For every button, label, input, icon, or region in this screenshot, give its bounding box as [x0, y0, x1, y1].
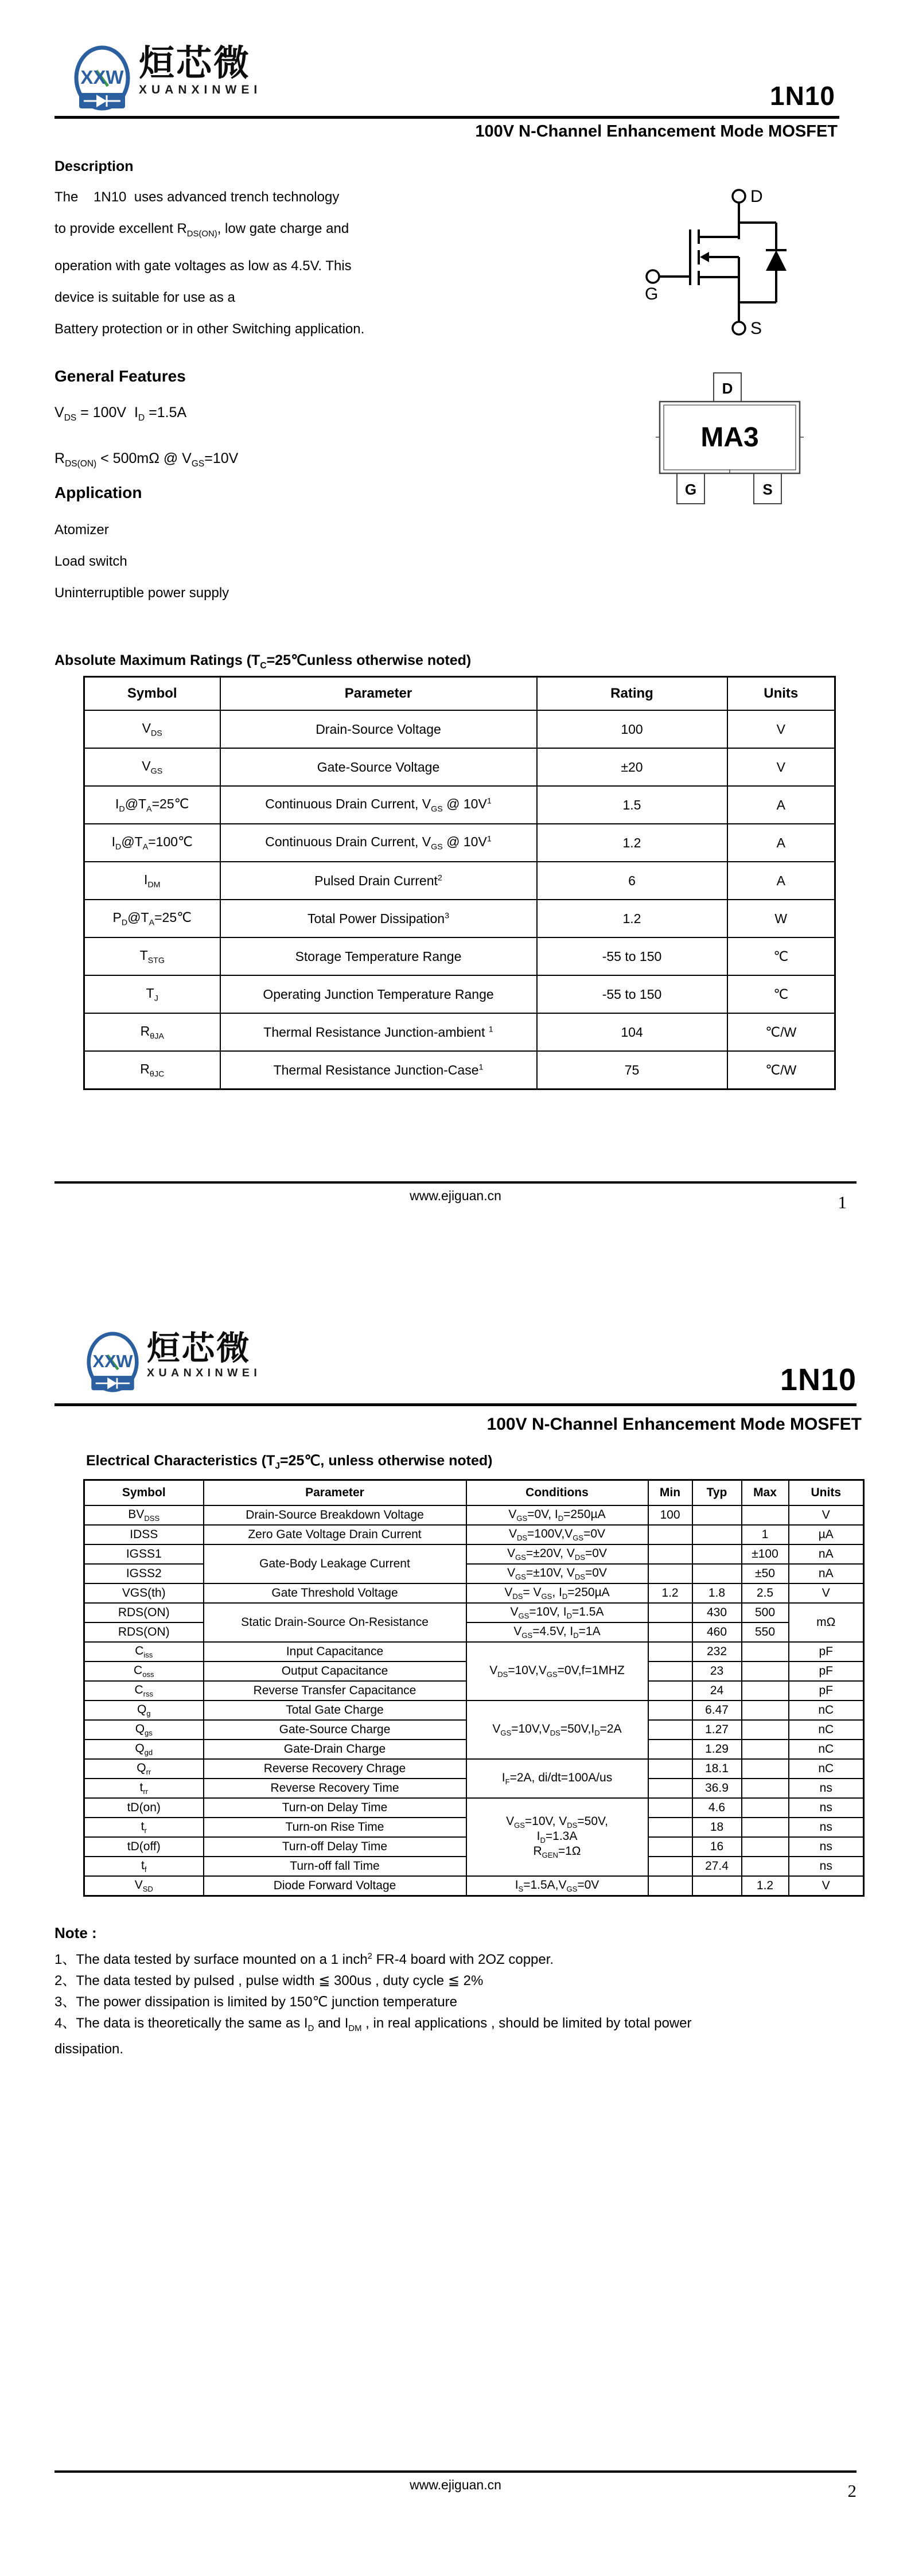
table-cell: $V_{SD}$: [84, 1876, 204, 1896]
logo-mark-text: XXW: [92, 1351, 133, 1372]
table-cell: 1: [742, 1525, 789, 1544]
feature-line: $V_{DS} = 100V$ $I_D =1.5A$: [54, 404, 187, 423]
description-line: to provide excellent $R_{DS(ON)}$, low gate charge and: [54, 221, 349, 239]
description-paragraph: [54, 181, 433, 345]
table-cell: [742, 1505, 789, 1525]
table-cell: $I_F=2A$, di/dt=100A/us: [466, 1759, 648, 1798]
table-cell: mΩ: [789, 1603, 864, 1642]
table-cell: RDS(ON): [84, 1603, 204, 1622]
table-cell: A: [727, 786, 835, 824]
table-cell: 100: [648, 1505, 692, 1525]
table-cell: ℃/W: [727, 1013, 835, 1051]
brand-logo: [86, 1331, 261, 1396]
part-number: 1N10: [780, 1363, 857, 1397]
table-cell: nA: [789, 1544, 864, 1564]
table-cell: [742, 1720, 789, 1740]
table-row: [84, 1603, 864, 1622]
table-cell: [742, 1701, 789, 1720]
column-header: Rating: [537, 677, 727, 711]
table-cell: $Q_g$: [84, 1701, 204, 1720]
table-cell: Gate-Source Voltage: [220, 748, 537, 786]
table-cell: $Q_{gs}$: [84, 1720, 204, 1740]
description-line: Battery protection or in other Switching application.: [54, 321, 365, 337]
table-cell: pF: [789, 1681, 864, 1701]
table-cell: 4.6: [692, 1798, 742, 1818]
brand-logo: [73, 45, 262, 115]
table-cell: 6: [537, 862, 727, 900]
mosfet-arrow: [700, 252, 709, 262]
table-cell: Diode Forward Voltage: [204, 1876, 466, 1896]
table-cell: Turn-off Delay Time: [204, 1837, 466, 1857]
table-cell: Turn-off fall Time: [204, 1857, 466, 1876]
mosfet-symbol: [636, 185, 831, 340]
table-cell: Drain-Source Breakdown Voltage: [204, 1505, 466, 1525]
table-cell: $I_S=1.5A,V_{GS}=0V$: [466, 1876, 648, 1896]
pin-label-drain: D: [750, 187, 763, 206]
table-cell: ±100: [742, 1544, 789, 1564]
table-cell: [692, 1544, 742, 1564]
table-cell: [692, 1505, 742, 1525]
table-cell: Static Drain-Source On-Resistance: [204, 1603, 466, 1642]
page-subtitle: 100V N-Channel Enhancement Mode MOSFET: [486, 1415, 862, 1434]
table-cell: $t_{rr}$: [84, 1779, 204, 1798]
table-row: [84, 1544, 864, 1564]
table-cell: Output Capacitance: [204, 1661, 466, 1681]
table-cell: nC: [789, 1759, 864, 1779]
column-header: Min: [648, 1480, 692, 1506]
table-cell: $BV_{DSS}$: [84, 1505, 204, 1525]
table-cell: Turn-on Rise Time: [204, 1818, 466, 1837]
table-cell: 23: [692, 1661, 742, 1681]
table-cell: $V_{GS}$: [84, 748, 220, 786]
feature-line: $R_{DS(ON)} < 500m\Omega$ @ $V_{GS}=10V$: [54, 450, 239, 469]
table-cell: ℃: [727, 937, 835, 975]
table-cell: [648, 1759, 692, 1779]
table-cell: ns: [789, 1798, 864, 1818]
page-number: 1: [838, 1192, 847, 1212]
page-subtitle: 100V N-Channel Enhancement Mode MOSFET: [475, 122, 838, 141]
table-cell: [648, 1603, 692, 1622]
table-cell: A: [727, 824, 835, 862]
table-cell: [648, 1779, 692, 1798]
description-line: operation with gate voltages as low as 4.5V. This: [54, 258, 352, 274]
column-header: Max: [742, 1480, 789, 1506]
table-cell: [648, 1525, 692, 1544]
page-number: 2: [847, 2481, 857, 2501]
table-cell: 75: [537, 1051, 727, 1089]
header-rule: [54, 116, 839, 119]
column-header: Conditions: [466, 1480, 648, 1506]
table-cell: V: [727, 748, 835, 786]
table-cell: 430: [692, 1603, 742, 1622]
table-cell: 104: [537, 1013, 727, 1051]
body-diode-triangle: [766, 250, 787, 271]
table-cell: VGS(th): [84, 1583, 204, 1603]
part-number: 1N10: [770, 81, 835, 111]
table-cell: $P_D@T_A=25℃$: [84, 900, 220, 937]
table-cell: Thermal Resistance Junction-ambient $^1$: [220, 1013, 537, 1051]
application-item: Uninterruptible power supply: [54, 585, 229, 601]
column-header: Units: [789, 1480, 864, 1506]
pin-label-source: S: [750, 319, 762, 338]
table-cell: 100: [537, 710, 727, 748]
table-cell: [648, 1701, 692, 1720]
table-cell: $V_{GS}=10V,V_{DS}=50V,I_D=2A$: [466, 1701, 648, 1759]
table-cell: [742, 1779, 789, 1798]
table-row: [84, 1583, 864, 1603]
table-cell: 232: [692, 1642, 742, 1661]
brand-circle-icon: [86, 1331, 139, 1396]
table-cell: 18.1: [692, 1759, 742, 1779]
table-cell: [742, 1661, 789, 1681]
table-cell: tD(off): [84, 1837, 204, 1857]
table-cell: $V_{DS}=100V,V_{GS}=0V$: [466, 1525, 648, 1544]
table-row: [84, 1642, 864, 1661]
note-item: 3、The power dissipation is limited by 150℃ junction temperature: [54, 1994, 457, 2010]
table-row: [84, 710, 835, 748]
table-cell: Turn-on Delay Time: [204, 1798, 466, 1818]
table-cell: [742, 1759, 789, 1779]
table-cell: $I_{DM}$: [84, 862, 220, 900]
table-row: [84, 1876, 864, 1896]
table-row: [84, 1013, 835, 1051]
brand-name-en: XUANXINWEI: [139, 83, 262, 97]
table-cell: $C_{iss}$: [84, 1642, 204, 1661]
package-pin-source: S: [762, 481, 773, 498]
table-cell: [648, 1798, 692, 1818]
table-cell: Reverse Recovery Chrage: [204, 1759, 466, 1779]
table-cell: $Q_{gd}$: [84, 1740, 204, 1759]
table-cell: $C_{rss}$: [84, 1681, 204, 1701]
table-cell: $Q_{rr}$: [84, 1759, 204, 1779]
table-cell: $V_{DS}= V_{GS}$, $I_D=250\mu A$: [466, 1583, 648, 1603]
table-cell: Total Gate Charge: [204, 1701, 466, 1720]
header-rule: [54, 1403, 857, 1406]
table-cell: V: [789, 1876, 864, 1896]
table-row: [84, 1798, 864, 1818]
table-cell: -55 to 150: [537, 975, 727, 1013]
column-header: Symbol: [84, 1480, 204, 1506]
package-pin-drain: D: [722, 380, 733, 397]
table-cell: $I_D@T_A=100℃$: [84, 824, 220, 862]
abs-max-title: Absolute Maximum Ratings ($T_C=25℃unless$ otherwise noted): [54, 652, 472, 671]
footer-url: www.ejiguan.cn: [410, 2477, 501, 2492]
table-cell: [692, 1525, 742, 1544]
table-cell: [692, 1876, 742, 1896]
table-cell: Total Power Dissipation$^3$: [220, 900, 537, 937]
table-cell: -55 to 150: [537, 937, 727, 975]
brand-names: [139, 45, 262, 97]
table-cell: ±50: [742, 1564, 789, 1583]
table-cell: nC: [789, 1701, 864, 1720]
table-cell: Gate-Body Leakage Current: [204, 1544, 466, 1583]
table-row: [84, 1505, 864, 1525]
brand-name-cn: 烜芯微: [139, 44, 251, 83]
table-cell: V: [727, 710, 835, 748]
table-cell: $T_{STG}$: [84, 937, 220, 975]
table-cell: 1.5: [537, 786, 727, 824]
table-cell: [742, 1837, 789, 1857]
table-cell: [648, 1857, 692, 1876]
table-cell: nA: [789, 1564, 864, 1583]
table-row: [84, 900, 835, 937]
header-row: [84, 677, 835, 711]
table-row: [84, 1525, 864, 1544]
table-cell: 1.2: [537, 900, 727, 937]
table-row: [84, 1622, 864, 1642]
table-cell: A: [727, 862, 835, 900]
table-cell: pF: [789, 1642, 864, 1661]
table-cell: V: [789, 1505, 864, 1525]
note-item: 1、The data tested by surface mounted on a 1 inch$^2$ FR-4 board with 2OZ copper.: [54, 1952, 554, 1967]
footer-rule: [54, 1181, 857, 1184]
brand-names: [147, 1331, 261, 1380]
table-cell: W: [727, 900, 835, 937]
table-cell: µA: [789, 1525, 864, 1544]
package-pin-gate: G: [684, 481, 697, 498]
description-heading: Description: [54, 158, 134, 174]
table-cell: 36.9: [692, 1779, 742, 1798]
table-cell: IGSS1: [84, 1544, 204, 1564]
brand-name-cn: 烜芯微: [147, 1330, 251, 1367]
application-item: Atomizer: [54, 522, 109, 538]
table-row: [84, 975, 835, 1013]
table-cell: pF: [789, 1661, 864, 1681]
table-cell: IGSS2: [84, 1564, 204, 1583]
pin-label-gate: G: [645, 285, 659, 303]
table-cell: [648, 1544, 692, 1564]
table-cell: $R_{\theta JA}$: [84, 1013, 220, 1051]
table-cell: [648, 1642, 692, 1661]
elec-char-table: [83, 1479, 865, 1897]
table-cell: 18: [692, 1818, 742, 1837]
note-list: [54, 1946, 869, 2060]
table-cell: $R_{\theta JC}$: [84, 1051, 220, 1089]
table-row: [84, 937, 835, 975]
table-cell: $V_{GS}=10V$, $V_{DS}=50V$, $I_D=1.3A$ $R_{GEN}=1\Omega$: [466, 1798, 648, 1876]
application-list: [54, 514, 229, 609]
header-row: [84, 1480, 864, 1506]
table-row: [84, 1051, 835, 1089]
table-cell: 1.27: [692, 1720, 742, 1740]
brand-circle-icon: [73, 45, 131, 115]
package-name: MA3: [700, 422, 759, 453]
table-row: [84, 786, 835, 824]
note-item: 4、The data is theoretically the same as $I_D$ and $I_{DM}$ , in real applications , should be limited by total power dissipation.: [54, 2015, 692, 2057]
table-cell: 1.2: [648, 1583, 692, 1603]
table-cell: $V_{GS}=\pm 10V$, $V_{DS}=0V$: [466, 1564, 648, 1583]
table-cell: [648, 1837, 692, 1857]
table-cell: ns: [789, 1837, 864, 1857]
table-cell: Thermal Resistance Junction-Case$^1$: [220, 1051, 537, 1089]
table-cell: $V_{GS}=10V$, $I_D=1.5A$: [466, 1603, 648, 1622]
table-row: [84, 1564, 864, 1583]
column-header: Symbol: [84, 677, 220, 711]
logo-mark-text: XXW: [80, 67, 124, 88]
table-cell: [742, 1681, 789, 1701]
application-item: Load switch: [54, 554, 127, 569]
table-cell: 460: [692, 1622, 742, 1642]
table-cell: 500: [742, 1603, 789, 1622]
table-row: [84, 1759, 864, 1779]
elec-char-title: Electrical Characteristics ($T_J=25℃$, unless otherwise noted): [86, 1453, 493, 1471]
table-cell: ns: [789, 1779, 864, 1798]
table-cell: $C_{oss}$: [84, 1661, 204, 1681]
table-cell: [648, 1622, 692, 1642]
footer-rule: [54, 2470, 857, 2473]
table-cell: [742, 1740, 789, 1759]
table-cell: [648, 1818, 692, 1837]
general-features-heading: General Features: [54, 367, 186, 385]
package-drawing: [644, 366, 816, 509]
table-cell: 1.29: [692, 1740, 742, 1759]
column-header: Typ: [692, 1480, 742, 1506]
abs-max-table: [83, 676, 836, 1090]
table-row: [84, 862, 835, 900]
table-cell: Continuous Drain Current, $V_{GS}$ @ $10V^1$: [220, 786, 537, 824]
table-cell: 2.5: [742, 1583, 789, 1603]
table-cell: [742, 1818, 789, 1837]
table-cell: $V_{GS}=4.5V$, $I_D=1A$: [466, 1622, 648, 1642]
table-cell: [648, 1661, 692, 1681]
table-cell: Reverse Recovery Time: [204, 1779, 466, 1798]
table-cell: 1.2: [742, 1876, 789, 1896]
table-cell: Continuous Drain Current, $V_{GS}$ @ $10V^1$: [220, 824, 537, 862]
table-cell: [648, 1720, 692, 1740]
table-cell: Operating Junction Temperature Range: [220, 975, 537, 1013]
note-item: 2、The data tested by pulsed , pulse width ≦ 300us , duty cycle ≦ 2%: [54, 1973, 484, 1989]
table-cell: Gate-Drain Charge: [204, 1740, 466, 1759]
table-cell: Drain-Source Voltage: [220, 710, 537, 748]
table-cell: Input Capacitance: [204, 1642, 466, 1661]
table-cell: $t_r$: [84, 1818, 204, 1837]
table-cell: 24: [692, 1681, 742, 1701]
note-heading: Note :: [54, 1924, 97, 1941]
table-cell: [742, 1857, 789, 1876]
table-cell: ±20: [537, 748, 727, 786]
table-cell: tD(on): [84, 1798, 204, 1818]
table-cell: Gate Threshold Voltage: [204, 1583, 466, 1603]
table-cell: 1.8: [692, 1583, 742, 1603]
table-cell: ns: [789, 1818, 864, 1837]
table-cell: $V_{GS}=\pm 20V$, $V_{DS}=0V$: [466, 1544, 648, 1564]
table-cell: nC: [789, 1740, 864, 1759]
table-cell: [648, 1740, 692, 1759]
table-cell: 16: [692, 1837, 742, 1857]
table-cell: nC: [789, 1720, 864, 1740]
table-cell: $V_{DS}$: [84, 710, 220, 748]
table-cell: RDS(ON): [84, 1622, 204, 1642]
column-header: Parameter: [204, 1480, 466, 1506]
table-cell: [742, 1642, 789, 1661]
table-cell: $t_f$: [84, 1857, 204, 1876]
table-cell: 27.4: [692, 1857, 742, 1876]
table-row: [84, 748, 835, 786]
table-cell: [742, 1798, 789, 1818]
table-cell: Storage Temperature Range: [220, 937, 537, 975]
table-cell: $V_{GS}=0V$, $I_D=250\mu A$: [466, 1505, 648, 1525]
table-row: [84, 1701, 864, 1720]
column-header: Parameter: [220, 677, 537, 711]
table-row: [84, 824, 835, 862]
brand-name-en: XUANXINWEI: [147, 1367, 262, 1379]
table-cell: Zero Gate Voltage Drain Current: [204, 1525, 466, 1544]
general-features-list: [54, 392, 238, 484]
table-cell: IDSS: [84, 1525, 204, 1544]
description-line: device is suitable for use as a: [54, 289, 235, 305]
table-cell: ℃: [727, 975, 835, 1013]
table-cell: 1.2: [537, 824, 727, 862]
application-heading: Application: [54, 484, 142, 501]
table-cell: Reverse Transfer Capacitance: [204, 1681, 466, 1701]
table-cell: $T_J$: [84, 975, 220, 1013]
table-cell: $I_D@T_A=25℃$: [84, 786, 220, 824]
table-cell: [648, 1876, 692, 1896]
footer-url: www.ejiguan.cn: [410, 1188, 501, 1203]
table-cell: [648, 1564, 692, 1583]
table-cell: [648, 1681, 692, 1701]
table-cell: $V_{DS}=10V,V_{GS}=0V,f=1MHZ$: [466, 1642, 648, 1701]
table-cell: 550: [742, 1622, 789, 1642]
column-header: Units: [727, 677, 835, 711]
table-cell: Gate-Source Charge: [204, 1720, 466, 1740]
table-cell: [692, 1564, 742, 1583]
table-cell: Pulsed Drain Current$^2$: [220, 862, 537, 900]
table-cell: 6.47: [692, 1701, 742, 1720]
table-cell: ℃/W: [727, 1051, 835, 1089]
table-cell: ns: [789, 1857, 864, 1876]
table-cell: V: [789, 1583, 864, 1603]
description-line: The 1N10 uses advanced trench technology: [54, 189, 340, 205]
